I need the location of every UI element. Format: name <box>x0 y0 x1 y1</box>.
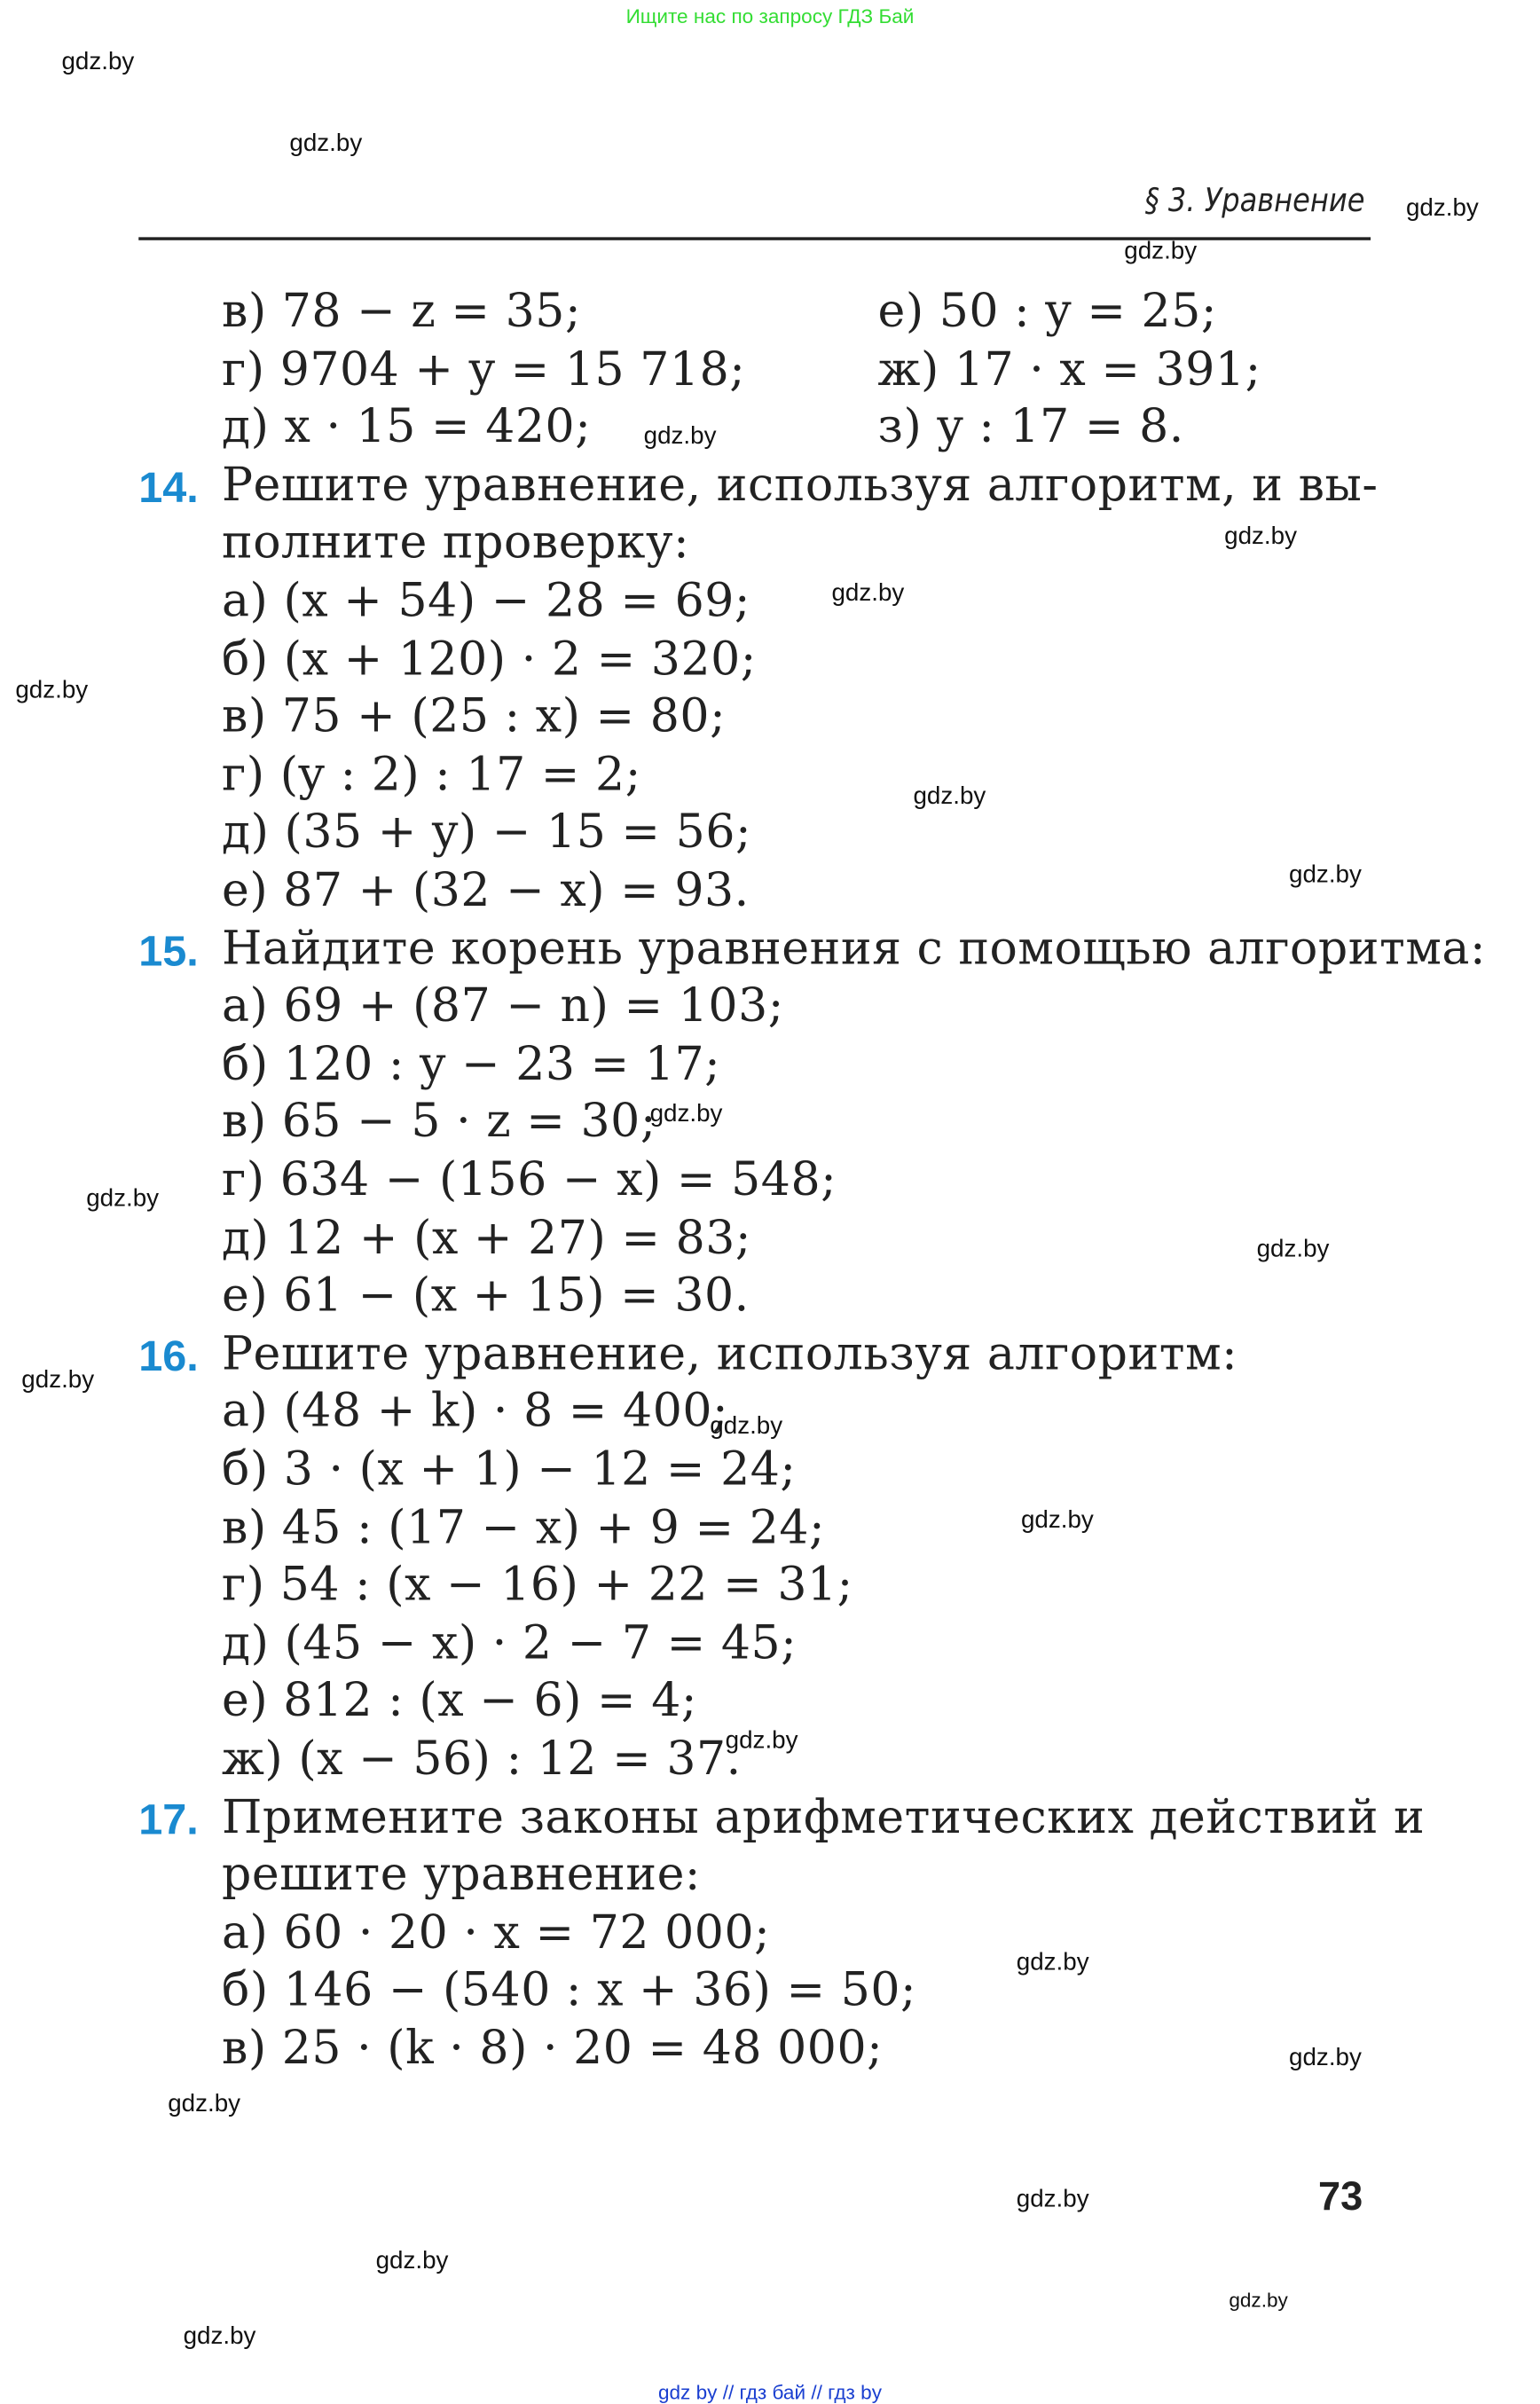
equation-item: в) 78 − z = 35; <box>221 285 582 339</box>
watermark: gdz.by <box>86 1185 160 1213</box>
equation-item: д) (45 − x) · 2 − 7 = 45; <box>221 1616 798 1671</box>
task-instruction: Найдите корень уравнения с помощью алгоритма: <box>221 922 1487 976</box>
watermark: gdz.by <box>1224 523 1297 550</box>
equation-item: б) 3 · (x + 1) − 12 = 24; <box>221 1442 797 1497</box>
watermark: gdz.by <box>168 2091 241 2117</box>
equation-item: ж) 17 · x = 391; <box>877 342 1261 397</box>
equation-item: г) 9704 + y = 15 718; <box>221 342 746 397</box>
equation-item: д) 12 + (x + 27) = 83; <box>221 1211 752 1266</box>
watermark: gdz.by <box>1405 195 1479 222</box>
equation-item: б) (x + 120) · 2 = 320; <box>221 632 757 687</box>
equation-item: в) 45 : (17 − x) + 9 = 24; <box>221 1500 826 1555</box>
equation-item: е) 87 + (32 − x) = 93. <box>221 863 750 918</box>
watermark: gdz.by <box>1016 1949 1089 1976</box>
equation-item: а) 60 · 20 · x = 72 000; <box>221 1905 771 1960</box>
equation-item: а) (48 + k) · 8 = 400; <box>221 1385 729 1440</box>
watermark: gdz.by <box>15 677 89 704</box>
equation-item: б) 120 : y − 23 = 17; <box>221 1037 721 1092</box>
watermark: gdz.by <box>1289 2045 1362 2071</box>
task-instruction: решите уравнение: <box>221 1848 701 1903</box>
footer-links[interactable]: gdz by // гдз бай // гдз by <box>657 2380 883 2404</box>
section-header: § 3. Уравнение <box>1144 181 1365 219</box>
watermark: gdz.by <box>831 580 905 607</box>
watermark: gdz.by <box>1124 239 1198 265</box>
task-number: 16. <box>138 1332 199 1380</box>
equation-item: ж) (x − 56) : 12 = 37. <box>221 1732 742 1787</box>
equation-item: е) 812 : (x − 6) = 4; <box>221 1674 698 1729</box>
equation-item: а) (x + 54) − 28 = 69; <box>221 574 750 629</box>
equation-item: в) 65 − 5 · z = 30; <box>221 1095 656 1150</box>
watermark: gdz.by <box>183 2323 256 2351</box>
watermark: gdz.by <box>1020 1507 1094 1535</box>
task-instruction: Решите уравнение, используя алгоритм, и вы- <box>221 458 1379 513</box>
top-banner[interactable]: Ищите нас по запросу ГДЗ Бай <box>625 4 915 28</box>
task-number: 15. <box>138 926 199 975</box>
watermark: gdz.by <box>710 1413 783 1441</box>
task-number: 17. <box>138 1795 199 1843</box>
page-number: 73 <box>1318 2172 1363 2219</box>
watermark: gdz.by <box>1016 2187 1089 2213</box>
watermark: gdz.by <box>725 1727 798 1755</box>
watermark: gdz.by <box>61 49 135 76</box>
equation-item: а) 69 + (87 − n) = 103; <box>221 979 784 1034</box>
task-instruction: Примените законы арифметических действий и <box>221 1790 1426 1845</box>
watermark: gdz.by <box>1256 1237 1330 1263</box>
task-instruction: полните проверку: <box>221 516 690 570</box>
watermark: gdz.by <box>289 130 363 158</box>
equation-item: е) 50 : y = 25; <box>877 285 1217 339</box>
equation-item: д) (35 + y) − 15 = 56; <box>221 805 752 860</box>
equation-item: г) 54 : (x − 16) + 22 = 31; <box>221 1559 853 1613</box>
equation-item: з) y : 17 = 8. <box>877 400 1184 455</box>
watermark: gdz.by <box>21 1367 95 1394</box>
watermark: gdz.by <box>649 1101 723 1127</box>
equation-item: г) (y : 2) : 17 = 2; <box>221 748 641 803</box>
watermark: gdz.by <box>375 2248 449 2275</box>
equation-item: д) x · 15 = 420; <box>221 400 592 455</box>
equation-item: в) 25 · (k · 8) · 20 = 48 000; <box>221 2022 884 2077</box>
equation-item: б) 146 − (540 : x + 36) = 50; <box>221 1964 917 2018</box>
watermark: gdz.by <box>643 423 717 450</box>
task-instruction: Решите уравнение, используя алгоритм: <box>221 1327 1238 1381</box>
equation-item: е) 61 − (x + 15) = 30. <box>221 1269 750 1324</box>
watermark: gdz.by <box>1229 2288 1288 2312</box>
task-number: 14. <box>138 463 199 511</box>
equation-item: в) 75 + (25 : x) = 80; <box>221 690 727 744</box>
watermark: gdz.by <box>913 783 986 811</box>
equation-item: г) 634 − (156 − x) = 548; <box>221 1153 837 1208</box>
watermark: gdz.by <box>1289 862 1362 889</box>
